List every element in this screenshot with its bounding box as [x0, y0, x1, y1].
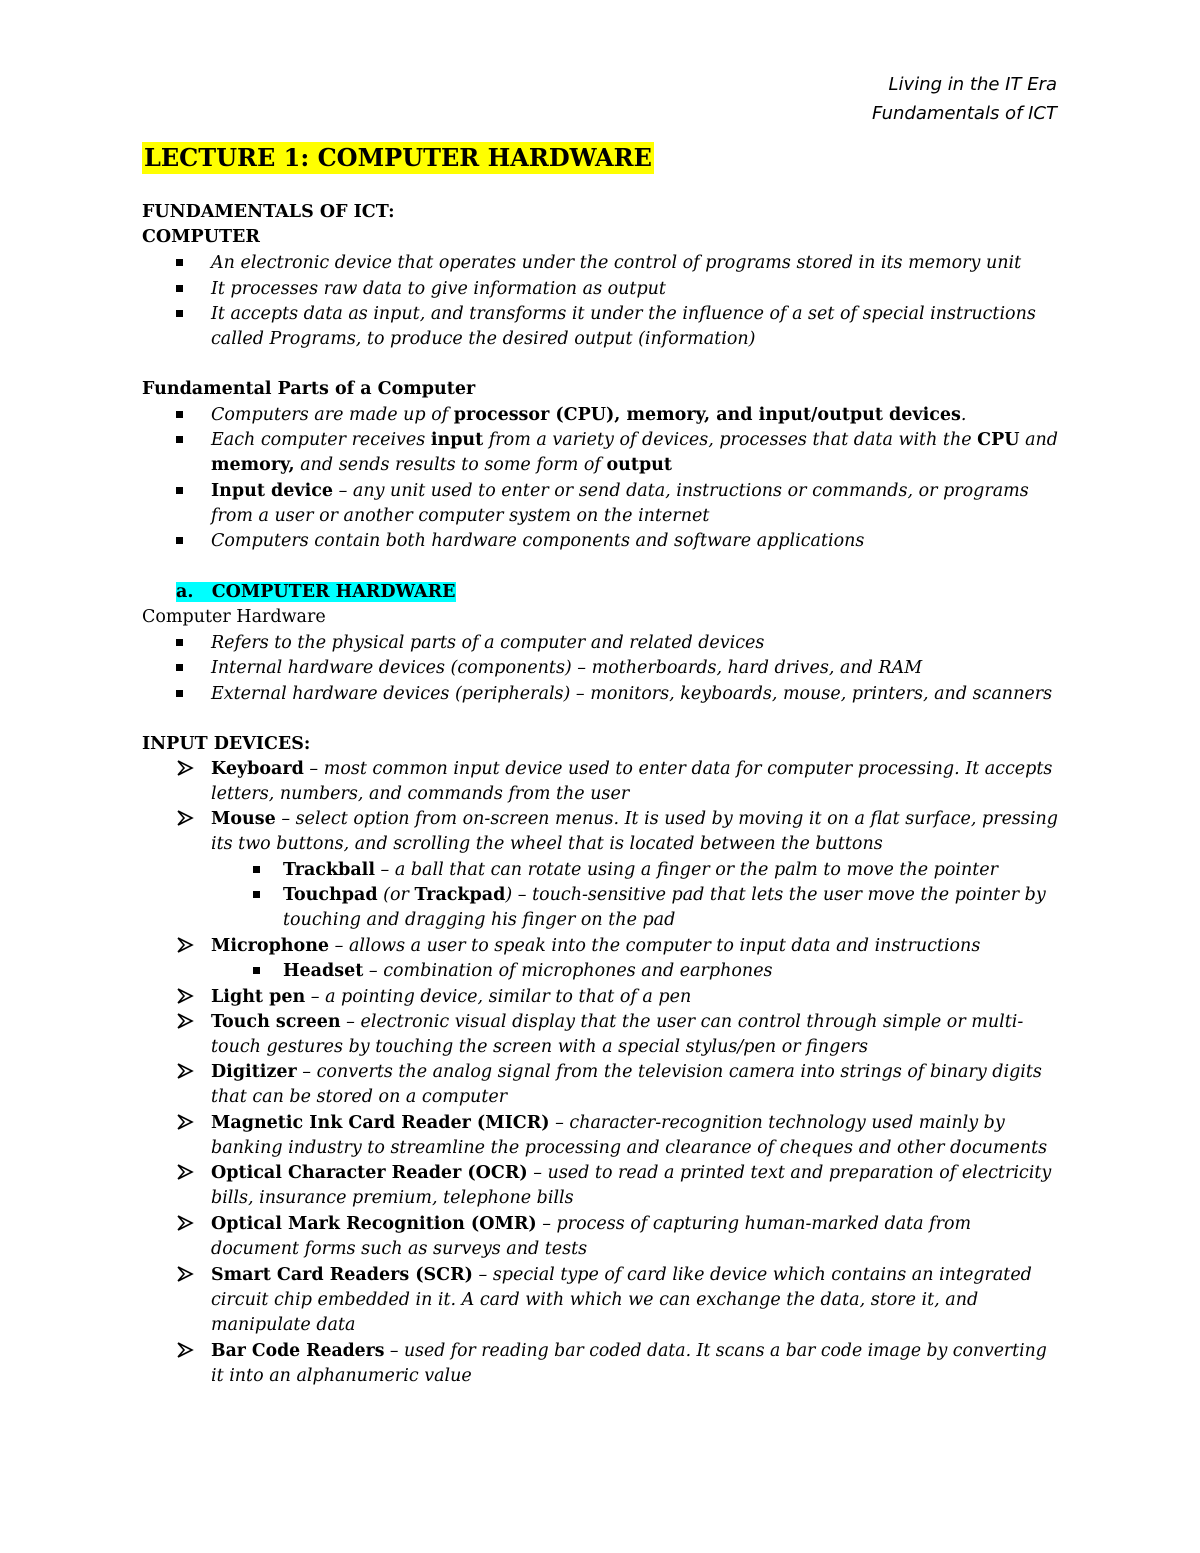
bullet-square-icon — [176, 285, 183, 292]
bullet-square-icon — [253, 866, 260, 873]
list-item: It accepts data as input, and transforms it under the influence of a set of special instructions — [211, 304, 1036, 324]
list-item: Optical Character Reader (OCR) – used to read a printed text and preparation of electricity — [211, 1163, 1052, 1183]
list-item: Input device – any unit used to enter or send data, instructions or commands, or programs — [211, 481, 1029, 501]
heading-input-devices: INPUT DEVICES: — [142, 734, 311, 754]
header-course-title: Living in the IT Era — [888, 74, 1057, 95]
bullet-square-icon — [176, 436, 183, 443]
bullet-square-icon — [253, 891, 260, 898]
list-item-continuation: called Programs, to produce the desired output (information) — [211, 329, 756, 349]
sub-list-item-continuation: touching and dragging his finger on the pad — [283, 910, 676, 930]
arrow-bullet-icon — [176, 1114, 196, 1130]
list-item-continuation: from a user or another computer system on the internet — [211, 506, 710, 526]
list-item: Computers are made up of processor (CPU), memory, and input/output devices. — [211, 405, 967, 425]
arrow-bullet-icon — [176, 1215, 196, 1231]
list-item-continuation: it into an alphanumeric value — [211, 1366, 472, 1386]
list-item: An electronic device that operates under the control of programs stored in its memory unit — [211, 253, 1022, 273]
arrow-bullet-icon — [176, 1063, 196, 1079]
arrow-bullet-icon — [176, 1164, 196, 1180]
list-item-continuation: that can be stored on a computer — [211, 1087, 508, 1107]
bullet-square-icon — [176, 639, 183, 646]
arrow-bullet-icon — [176, 1342, 196, 1358]
list-item: Bar Code Readers – used for reading bar coded data. It scans a bar code image by converting — [211, 1341, 1047, 1361]
list-item-continuation: touch gestures by touching the screen with a special stylus/pen or fingers — [211, 1037, 869, 1057]
heading-computer: COMPUTER — [142, 227, 260, 247]
lecture-title: LECTURE 1: COMPUTER HARDWARE — [144, 143, 652, 172]
heading-fundamentals: FUNDAMENTALS OF ICT: — [142, 202, 395, 222]
list-item: Each computer receives input from a variety of devices, processes that data with the CPU and — [211, 430, 1058, 450]
heading-computer-hardware: Computer Hardware — [142, 607, 326, 627]
arrow-bullet-icon — [176, 1266, 196, 1282]
bullet-square-icon — [176, 664, 183, 671]
section-heading-computer-hardware: a. COMPUTER HARDWARE — [176, 582, 456, 602]
list-item: Computers contain both hardware components and software applications — [211, 531, 865, 551]
list-item: Light pen – a pointing device, similar to that of a pen — [211, 987, 692, 1007]
list-item: Refers to the physical parts of a computer and related devices — [211, 633, 765, 653]
list-item: Digitizer – converts the analog signal from the television camera into strings of binary digits — [211, 1062, 1042, 1082]
sub-list-item: Headset – combination of microphones and earphones — [283, 961, 773, 981]
arrow-bullet-icon — [176, 988, 196, 1004]
heading-fundamental-parts: Fundamental Parts of a Computer — [142, 379, 476, 399]
list-item-continuation: document forms such as surveys and tests — [211, 1239, 588, 1259]
list-item-continuation: manipulate data — [211, 1315, 356, 1335]
bullet-square-icon — [176, 259, 183, 266]
list-item: External hardware devices (peripherals) – monitors, keyboards, mouse, printers, and scanners — [211, 684, 1053, 704]
list-item-continuation: bills, insurance premium, telephone bills — [211, 1188, 574, 1208]
list-item: Optical Mark Recognition (OMR) – process of capturing human-marked data from — [211, 1214, 972, 1234]
list-item: Keyboard – most common input device used to enter data for computer processing. It accepts — [211, 759, 1053, 779]
list-item: Magnetic Ink Card Reader (MICR) – character-recognition technology used mainly by — [211, 1113, 1005, 1133]
list-item: Internal hardware devices (components) – motherboards, hard drives, and RAM — [211, 658, 923, 678]
list-item-continuation: circuit chip embedded in it. A card with which we can exchange the data, store it, and — [211, 1290, 979, 1310]
list-item: Mouse – select option from on-screen menus. It is used by moving it on a flat surface, pressing — [211, 809, 1058, 829]
bullet-square-icon — [176, 411, 183, 418]
bullet-square-icon — [176, 310, 183, 317]
bullet-square-icon — [176, 487, 183, 494]
header-subject: Fundamentals of ICT — [871, 103, 1057, 124]
arrow-bullet-icon — [176, 937, 196, 953]
bullet-square-icon — [176, 690, 183, 697]
sub-list-item: Trackball – a ball that can rotate using a finger or the palm to move the pointer — [283, 860, 998, 880]
list-item-continuation: its two buttons, and scrolling the wheel that is located between the buttons — [211, 834, 883, 854]
bullet-square-icon — [176, 537, 183, 544]
list-item: It processes raw data to give information as output — [211, 279, 666, 299]
list-item: Touch screen – electronic visual display that the user can control through simple or multi- — [211, 1012, 1024, 1032]
list-item: Smart Card Readers (SCR) – special type of card like device which contains an integrated — [211, 1265, 1032, 1285]
list-item: Microphone – allows a user to speak into the computer to input data and instructions — [211, 936, 981, 956]
list-item-continuation: memory, and sends results to some form of output — [211, 455, 672, 475]
bullet-square-icon — [253, 967, 260, 974]
arrow-bullet-icon — [176, 760, 196, 776]
list-item-continuation: banking industry to streamline the processing and clearance of cheques and other documents — [211, 1138, 1048, 1158]
arrow-bullet-icon — [176, 810, 196, 826]
arrow-bullet-icon — [176, 1013, 196, 1029]
list-item-continuation: letters, numbers, and commands from the user — [211, 784, 630, 804]
sub-list-item: Touchpad (or Trackpad) – touch-sensitive pad that lets the user move the pointer by — [283, 885, 1046, 905]
